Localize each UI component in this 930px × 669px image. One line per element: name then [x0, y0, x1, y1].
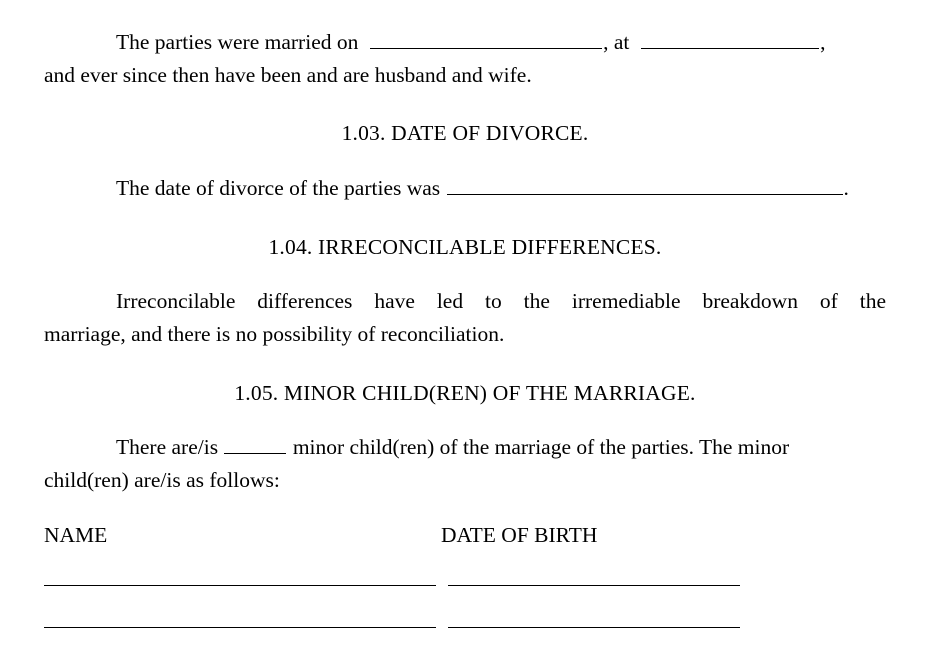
dob-blank-line[interactable] [448, 585, 740, 586]
heading-minor-children: 1.05. MINOR CHILD(REN) OF THE MARRIAGE. [234, 380, 696, 405]
paragraph-minor-children-line1 [44, 431, 886, 464]
paragraph-marriage-date [44, 26, 886, 59]
children-prefix-text: There are/is [116, 435, 219, 460]
paragraph-divorce-date [44, 172, 886, 205]
spacer-before-heading-105 [44, 351, 886, 377]
paragraph-marriage-continued: and ever since then have been and are husband and wife. [44, 62, 532, 87]
children-count-blank[interactable] [224, 434, 286, 455]
married-end-text: , [820, 30, 826, 54]
spacer-after-heading-103 [44, 150, 886, 172]
divorce-date-period: . [843, 176, 849, 201]
heading-irreconcilable-differences: 1.04. IRRECONCILABLE DIFFERENCES. [268, 234, 662, 259]
document-body [44, 0, 886, 497]
paragraph-minor-children-line2: child(ren) are/is as follows: [44, 468, 280, 493]
column-header-date-of-birth: DATE OF BIRTH [441, 522, 598, 547]
paragraph-irreconcilable-line2: marriage, and there is no possibility of reconciliation. [44, 322, 505, 347]
divorce-date-blank[interactable] [447, 174, 843, 195]
paragraph-irreconcilable-line1: Irreconcilable differences have led to the irremediable breakdown of the [116, 289, 886, 314]
table-header-spacer [44, 551, 886, 585]
table-header-row [44, 523, 886, 551]
spacer-before-table [0, 497, 930, 523]
marriage-date-blank[interactable] [370, 28, 602, 49]
heading-date-of-divorce: 1.03. DATE OF DIVORCE. [341, 121, 589, 146]
dob-blank-line[interactable] [448, 627, 740, 628]
spacer-after-heading-104 [44, 263, 886, 285]
spacer-before-heading-103 [44, 91, 886, 117]
children-middle-text: minor child(ren) of the marriage of the parties. The minor [292, 435, 790, 460]
table-row [44, 585, 886, 627]
spacer-before-heading-104 [44, 205, 886, 231]
name-blank-line[interactable] [44, 627, 436, 628]
married-prefix-text: The parties were married on [116, 30, 359, 54]
marriage-place-blank[interactable] [641, 28, 819, 49]
spacer-after-heading-105 [44, 409, 886, 431]
married-middle-text: , at [603, 30, 630, 54]
top-spacer [44, 0, 886, 26]
name-blank-line[interactable] [44, 585, 436, 586]
column-header-name: NAME [44, 522, 108, 547]
children-table [44, 523, 886, 669]
divorce-date-prefix-text: The date of divorce of the parties was [116, 176, 441, 201]
table-row [44, 627, 886, 669]
